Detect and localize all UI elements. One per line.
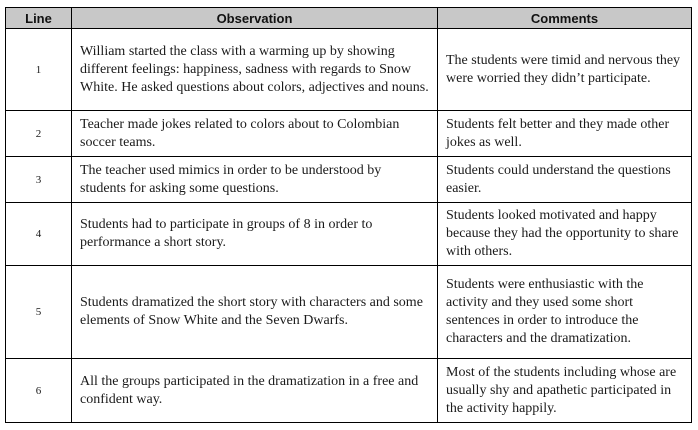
comments-cell: Students looked motivated and happy because they had the opportunity to share with others. [438, 203, 692, 266]
line-number-cell: 5 [6, 266, 72, 359]
comments-cell: Students could understand the questions easier. [438, 157, 692, 203]
table-row [6, 29, 692, 111]
table-header [6, 8, 692, 29]
observation-table [5, 7, 692, 423]
table-body [6, 29, 692, 423]
line-number-cell: 2 [6, 111, 72, 157]
table-row [6, 203, 692, 266]
observation-cell: Teacher made jokes related to colors about to Colombian soccer teams. [72, 111, 438, 157]
comments-cell: Students felt better and they made other jokes as well. [438, 111, 692, 157]
header-row [6, 8, 692, 29]
header-observation: Observation [72, 8, 438, 29]
observation-cell: Students had to participate in groups of 8 in order to performance a short story. [72, 203, 438, 266]
observation-cell: All the groups participated in the dramatization in a free and confident way. [72, 359, 438, 423]
header-comments: Comments [438, 8, 692, 29]
table-row [6, 359, 692, 423]
comments-cell: Most of the students including whose are usually shy and apathetic participated in the activity happily. [438, 359, 692, 423]
observation-cell: The teacher used mimics in order to be understood by students for asking some questions. [72, 157, 438, 203]
comments-cell: The students were timid and nervous they were worried they didn’t participate. [438, 29, 692, 111]
line-number-cell: 1 [6, 29, 72, 111]
line-number-cell: 4 [6, 203, 72, 266]
line-number-cell: 3 [6, 157, 72, 203]
header-line: Line [6, 8, 72, 29]
table-row [6, 157, 692, 203]
line-number-cell: 6 [6, 359, 72, 423]
observation-cell: William started the class with a warming up by showing different feelings: happiness, sadness with regards to Snow White. He asked questions about colors, adjectives and nouns. [72, 29, 438, 111]
table-row [6, 111, 692, 157]
table-row [6, 266, 692, 359]
observation-cell: Students dramatized the short story with characters and some elements of Snow White and the Seven Dwarfs. [72, 266, 438, 359]
comments-cell: Students were enthusiastic with the activity and they used some short sentences in order to introduce the characters and the dramatization. [438, 266, 692, 359]
